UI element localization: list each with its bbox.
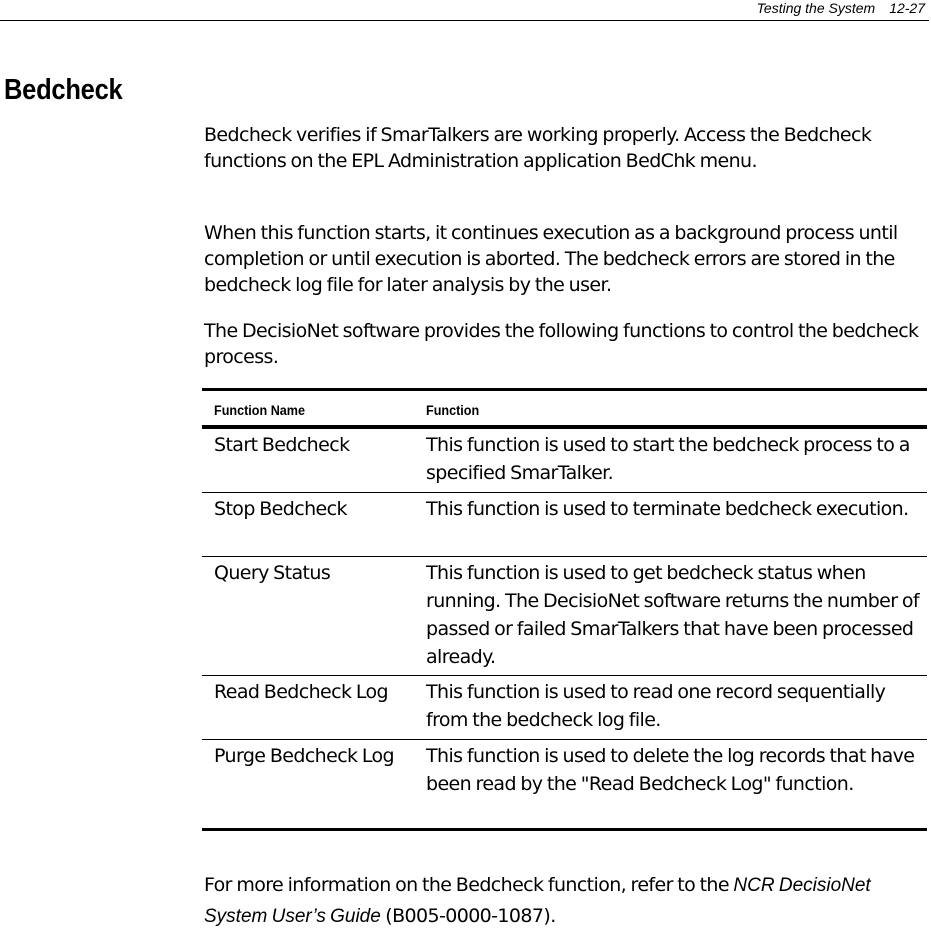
intro-paragraph: Bedcheck verifies if SmarTalkers are working properly. Access the Bedcheck functions on the EPL Administration application BedChk menu. [204, 124, 872, 172]
functions-intro-paragraph: The DecisioNet software provides the following functions to control the bedcheck process. [204, 320, 919, 368]
function-name: Read Bedcheck Log [214, 681, 388, 703]
reference-code: (B005-0000-1087). [380, 905, 556, 927]
table-row [202, 556, 927, 675]
function-description: This function is used to start the bedcheck process to a specified SmarTalker. [426, 434, 910, 484]
table-row [202, 675, 927, 739]
table-row [202, 428, 927, 492]
function-description: This function is used to delete the log records that have been read by the "Read Bedcheck Log" function. [426, 745, 915, 795]
table-header [202, 391, 927, 428]
function-description: This function is used to terminate bedcheck execution. [426, 498, 909, 520]
functions-table [202, 388, 927, 831]
function-name: Start Bedcheck [214, 434, 350, 456]
execution-paragraph: When this function starts, it continues execution as a background process until completion or until execution is aborted. The bedcheck errors are stored in the bedcheck log file for later analysis by the user. [204, 222, 898, 296]
function-description: This function is used to get bedcheck status when running. The DecisioNet software returns the number of passed or failed SmarTalkers that have been processed already. [426, 562, 920, 668]
function-name: Stop Bedcheck [214, 498, 347, 520]
column-header-function-name: Function Name [214, 402, 306, 418]
function-name: Query Status [214, 562, 331, 584]
function-name: Purge Bedcheck Log [214, 745, 395, 767]
reference-intro: For more information on the Bedcheck function, refer to the [204, 874, 734, 896]
reference-paragraph [204, 870, 924, 932]
running-header [0, 0, 929, 21]
page-number: 12-27 [889, 0, 925, 16]
running-title: Testing the System [756, 0, 876, 16]
section-title: Bedcheck [4, 74, 123, 106]
running-header-text [757, 0, 925, 16]
table-row [202, 739, 927, 828]
function-description: This function is used to read one record sequentially from the bedcheck log file. [426, 681, 886, 731]
reference-title: NCR DecisioNet System User’s Guide [204, 875, 871, 927]
table-row [202, 492, 927, 556]
column-header-function: Function [426, 402, 480, 418]
